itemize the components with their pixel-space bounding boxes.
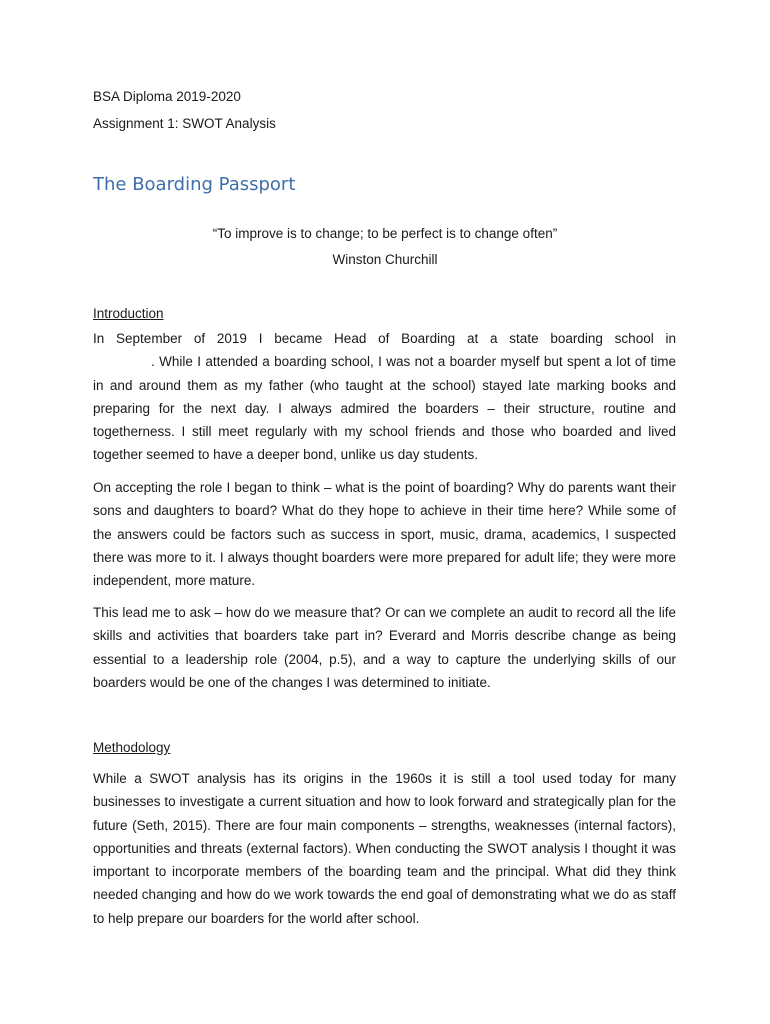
assignment-line: Assignment 1: SWOT Analysis [93, 116, 276, 131]
intro-p2: On accepting the role I began to think – what is the point of boarding? Why do parents want their sons and daughters to board? What do they hope to achieve in their time here? While some of the answers could be factors such as success in sport, music, drama, academics, I suspected there was more to it. I always thought boarders were more prepared for adult life; they were more independent, more mature. [93, 480, 676, 589]
intro-p3: This lead me to ask – how do we measure that? Or can we complete an audit to record all the life skills and activities that boarders take part in? Everard and Morris describe change as being essential to a leadership role (2004, p.5), and a way to capture the underlying skills of our boarders would be one of the changes I was determined to initiate. [93, 605, 676, 690]
course-line: BSA Diploma 2019-2020 [93, 89, 241, 104]
intro-p1-line1: In September of 2019 I became Head of Boarding at a state boarding school in [93, 331, 676, 346]
introduction-paragraph-1 [93, 327, 676, 467]
introduction-heading: Introduction [93, 306, 164, 321]
methodology-paragraph-1 [93, 767, 676, 930]
quote-author: Winston Churchill [332, 252, 438, 267]
intro-p1-rest: . While I attended a boarding school, I was not a boarder myself but spent a lot of time in and around them as my father (who taught at the school) stayed late marking books and preparing for the next day. I always admired the boarders – their structure, routine and togetherness. I still meet regularly with my school friends and those who boarded and lived together seemed to have a deeper bond, unlike us day students. [93, 354, 676, 463]
methodology-heading: Methodology [93, 740, 171, 755]
method-p1: While a SWOT analysis has its origins in the 1960s it is still a tool used today for many businesses to investigate a current situation and how to look forward and strategically plan for the future (Seth, 2015). There are four main components – strengths, weaknesses (internal factors), opportunities and threats (external factors). When conducting the SWOT analysis I thought it was important to incorporate members of the boarding team and the principal. What did they think needed changing and how do we work towards the end goal of demonstrating what we do as staff to help prepare our boarders for the world after school. [93, 771, 676, 926]
introduction-paragraph-3 [93, 601, 676, 694]
document-title: The Boarding Passport [93, 174, 296, 195]
quote-text: “To improve is to change; to be perfect is to change often” [212, 226, 558, 241]
introduction-paragraph-2 [93, 476, 676, 592]
